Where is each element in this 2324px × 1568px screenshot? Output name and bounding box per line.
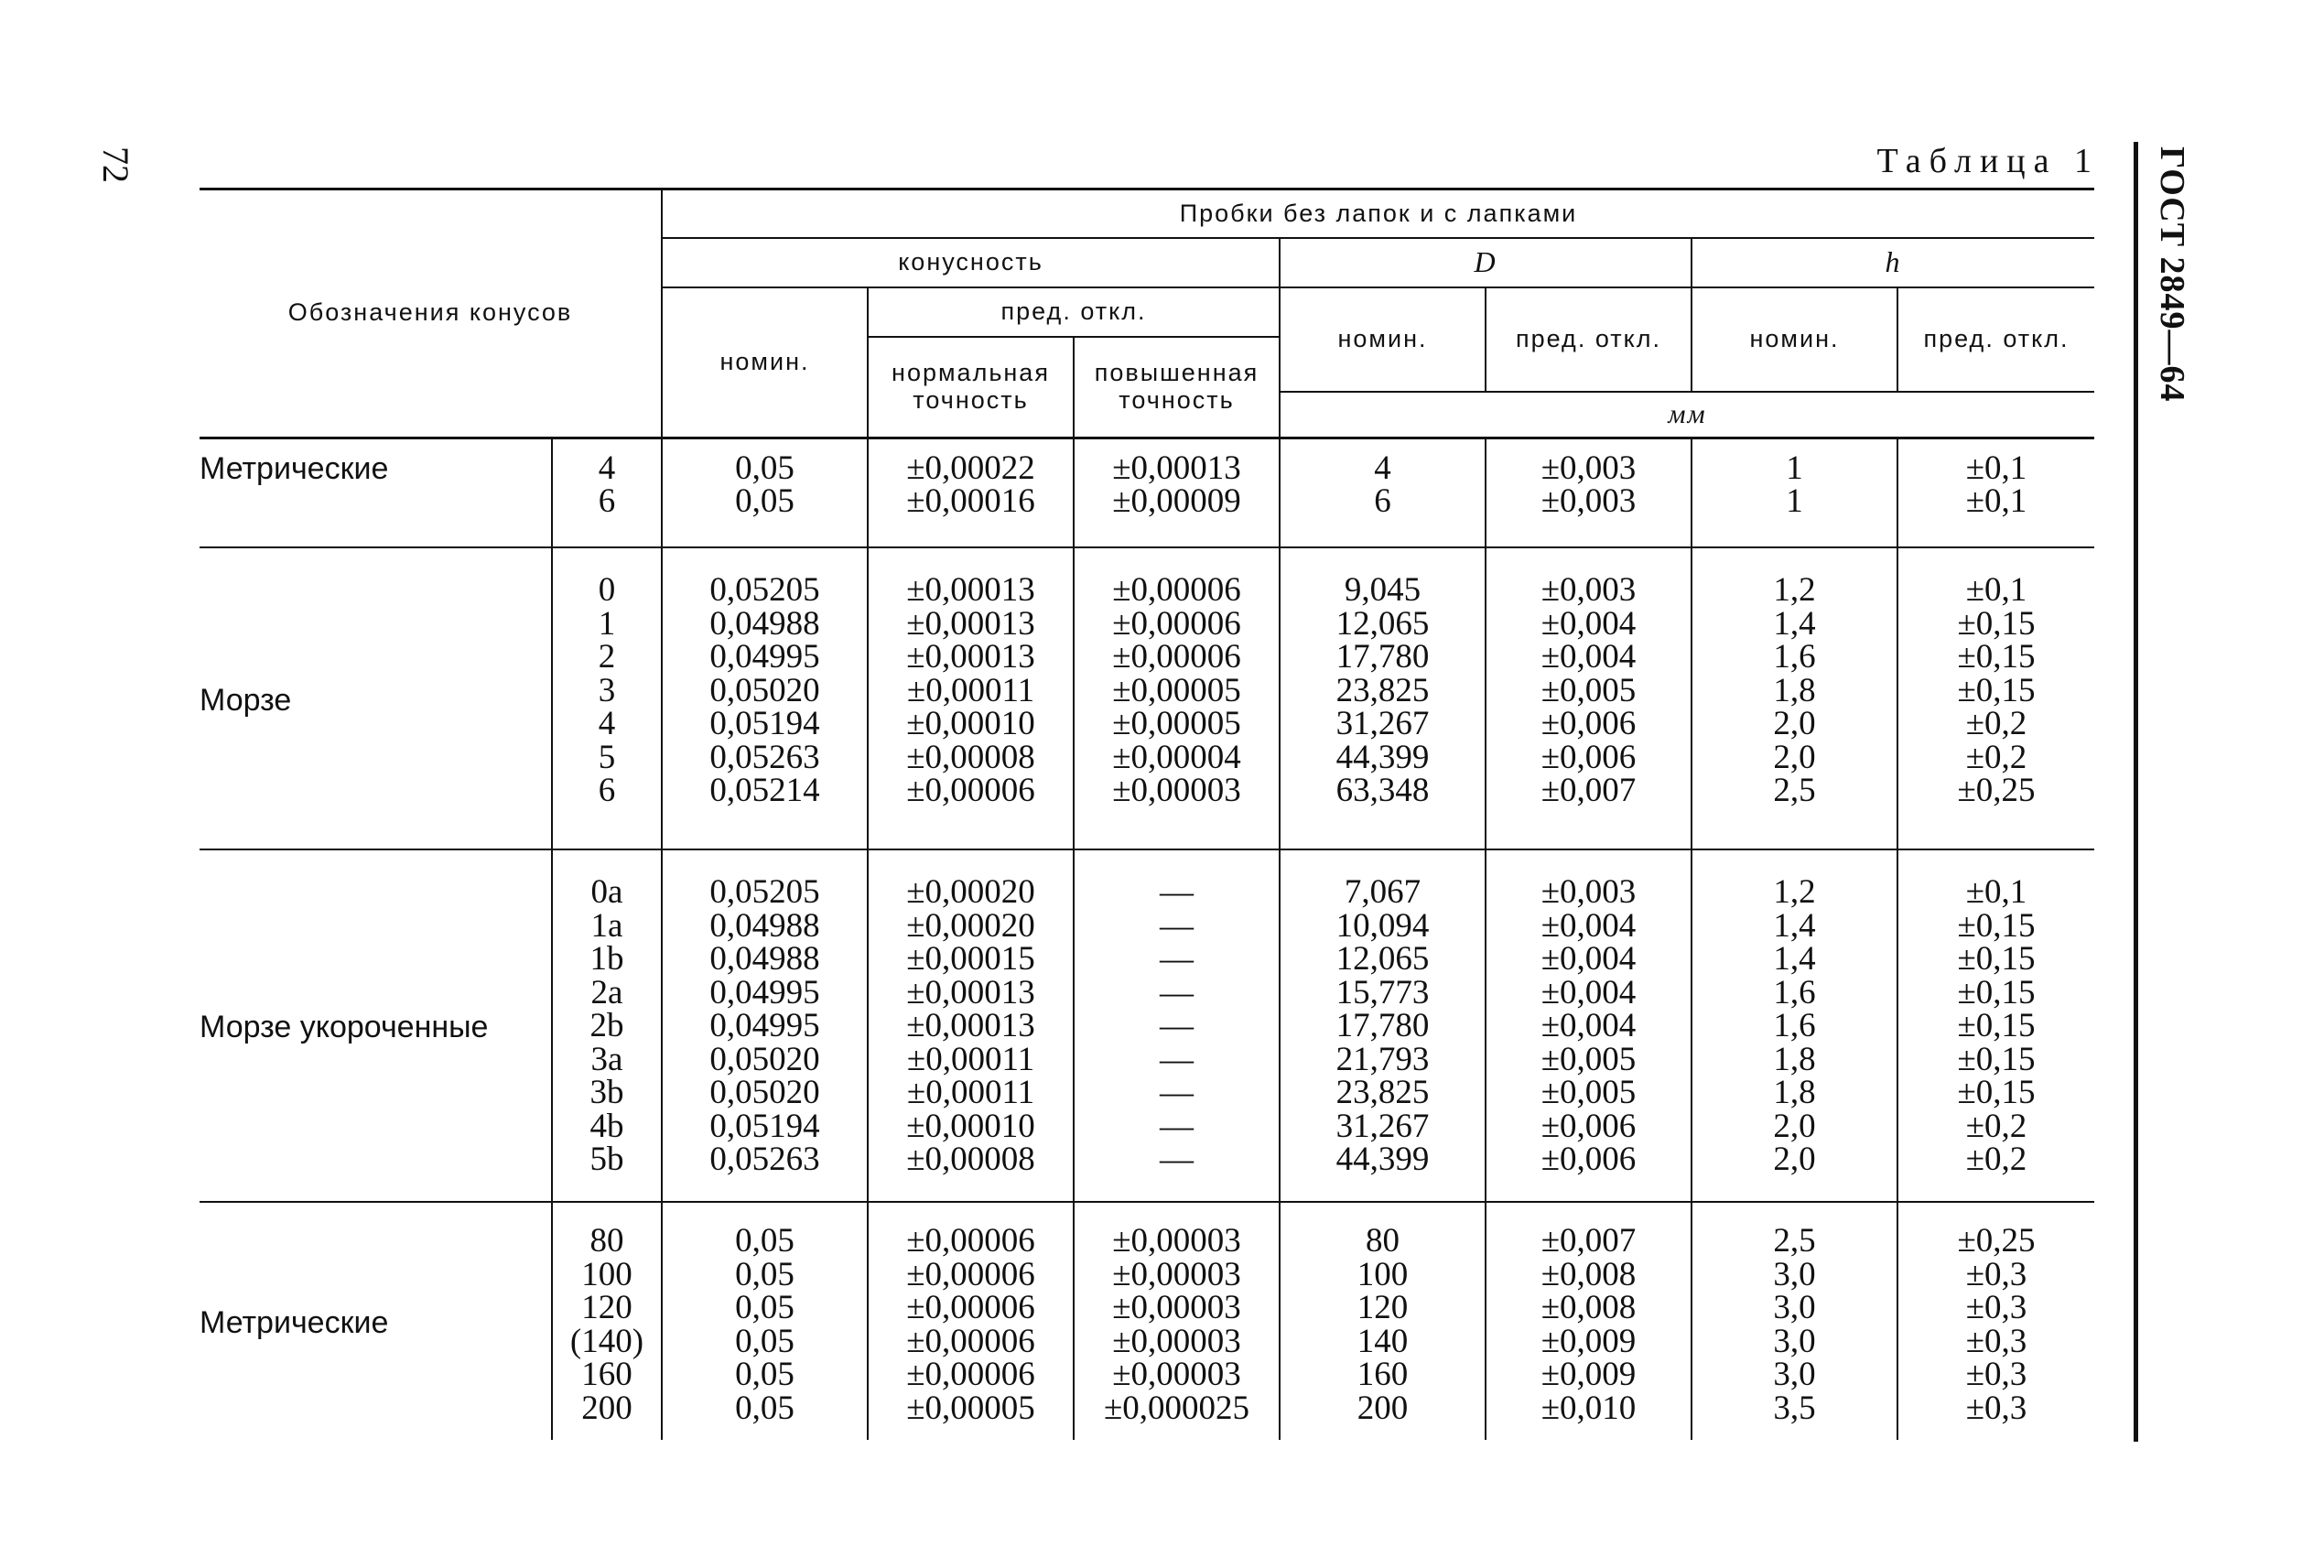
taper-nominal-cell-value: 0,05205 (709, 873, 820, 911)
tolerance-table (200, 190, 2094, 1440)
taper-normal-cell-value: ±0,00006 (906, 1356, 1035, 1393)
h-deviation-cell-value: ±0,15 (1957, 604, 2036, 643)
h-deviation-header: пред. откл. (1897, 287, 2094, 392)
d-nominal-cell-value: 7,067 (1344, 873, 1421, 911)
taper-nominal-cell-value: 0,05214 (709, 772, 820, 809)
table-group-row (200, 1202, 2094, 1440)
taper-nominal-cell-value: 0,05 (735, 1222, 794, 1260)
d-deviation-header: пред. откл. (1486, 287, 1692, 392)
taper-nominal-header: номин. (662, 287, 868, 438)
d-deviation-cell-value: ±0,003 (1540, 873, 1637, 911)
d-deviation-cell-value: ±0,003 (1540, 571, 1637, 609)
taper-normal-cell-value: ±0,00011 (906, 1040, 1035, 1078)
size-cell-value: 4 (598, 705, 616, 742)
taper-normal-cell-value: ±0,00022 (906, 449, 1035, 487)
taper-normal-cell-value: ±0,00008 (906, 1141, 1035, 1178)
group-name: Морзе укороченные (200, 849, 552, 1202)
h-nominal-cell-value: 1,6 (1773, 973, 1816, 1011)
size-cell-value: 5b (589, 1141, 624, 1178)
table-body (200, 438, 2094, 1440)
h-deviation-cell-value: ±0,2 (1965, 705, 2027, 742)
size-cell-value: 160 (581, 1356, 632, 1393)
d-nominal-cell-value: 12,065 (1335, 940, 1430, 978)
d-deviation-cell-value: ±0,006 (1540, 738, 1637, 776)
d-nominal-cell (1280, 438, 1486, 547)
taper-increased-cell (1074, 438, 1280, 547)
size-cell-value: 6 (598, 482, 616, 520)
d-deviation-cell-value: ±0,004 (1540, 973, 1637, 1011)
taper-increased-cell-value: ±0,000025 (1103, 1389, 1250, 1427)
taper-nominal-cell-value: 0,05194 (709, 705, 820, 742)
h-nominal-cell-value: 1,2 (1773, 873, 1816, 911)
h-deviation-cell-value: ±0,1 (1965, 873, 2027, 911)
h-deviation-cell-value: ±0,25 (1957, 1222, 2036, 1260)
d-nominal-cell-value: 80 (1366, 1222, 1400, 1260)
d-deviation-cell (1486, 547, 1692, 849)
d-nominal-cell-value: 44,399 (1335, 1141, 1430, 1178)
size-cell-value: 6 (598, 772, 616, 809)
taper-nominal-cell (662, 547, 868, 849)
taper-nominal-cell-value: 0,05020 (709, 1040, 820, 1078)
h-nominal-cell (1692, 1202, 1897, 1440)
taper-nominal-cell-value: 0,05020 (709, 1074, 820, 1111)
taper-nominal-cell-value: 0,04995 (709, 1007, 820, 1044)
d-nominal-cell-value: 63,348 (1335, 772, 1430, 809)
size-cell (552, 849, 662, 1202)
group-name: Метрические (200, 1202, 552, 1440)
table-header (200, 190, 2094, 438)
taper-deviation-header: пред. откл. (868, 287, 1280, 337)
size-cell-value: 5 (598, 738, 616, 776)
h-nominal-cell (1692, 849, 1897, 1202)
h-deviation-cell (1897, 547, 2094, 849)
table-group-row (200, 438, 2094, 547)
taper-normal-cell-value: ±0,00010 (906, 705, 1035, 742)
taper-normal-cell-value: ±0,00013 (906, 973, 1035, 1011)
taper-nominal-cell-value: 0,04995 (709, 973, 820, 1011)
taper-normal-cell-value: ±0,00011 (906, 1074, 1035, 1111)
margin-rule (2134, 142, 2138, 1442)
taper-increased-cell-value: — (1160, 940, 1194, 978)
h-nominal-cell-value: 2,5 (1773, 772, 1816, 809)
d-nominal-cell (1280, 849, 1486, 1202)
taper-increased-cell-value: ±0,00006 (1112, 638, 1241, 676)
d-deviation-cell (1486, 438, 1692, 547)
size-cell-value: 200 (581, 1389, 632, 1427)
h-deviation-cell-value: ±0,1 (1965, 571, 2027, 609)
d-deviation-cell-value: ±0,010 (1540, 1389, 1637, 1427)
h-deviation-cell-value: ±0,3 (1965, 1255, 2027, 1293)
d-nominal-header: номин. (1280, 287, 1486, 392)
taper-increased-cell-value: ±0,00003 (1112, 1222, 1241, 1260)
d-nominal-cell-value: 17,780 (1335, 1007, 1430, 1044)
taper-normal-cell-value: ±0,00008 (906, 738, 1035, 776)
size-cell-value: 4b (589, 1107, 624, 1145)
d-deviation-cell-value: ±0,004 (1540, 940, 1637, 978)
normal-accuracy-header: нормальная точность (868, 337, 1074, 438)
h-deviation-cell-value: ±0,15 (1957, 906, 2036, 945)
h-nominal-cell-value: 2,0 (1773, 1107, 1816, 1145)
d-nominal-cell (1280, 1202, 1486, 1440)
h-nominal-cell-value: 1,6 (1773, 638, 1816, 676)
h-nominal-cell-value: 1,4 (1773, 906, 1816, 945)
d-deviation-cell (1486, 1202, 1692, 1440)
taper-normal-cell-value: ±0,00006 (906, 772, 1035, 809)
d-deviation-cell-value: ±0,005 (1540, 1040, 1637, 1078)
h-header: h (1692, 238, 2094, 287)
d-deviation-cell-value: ±0,007 (1540, 1222, 1637, 1260)
taper-normal-cell-value: ±0,00006 (906, 1255, 1035, 1293)
taper-normal-cell-value: ±0,00015 (906, 940, 1035, 978)
d-deviation-cell-value: ±0,004 (1540, 638, 1637, 676)
taper-normal-cell (868, 438, 1074, 547)
taper-increased-cell-value: — (1160, 1107, 1194, 1145)
d-nominal-cell-value: 9,045 (1344, 571, 1421, 609)
d-deviation-cell-value: ±0,004 (1540, 604, 1637, 643)
h-deviation-cell-value: ±0,3 (1965, 1322, 2027, 1360)
h-nominal-cell-value: 1,6 (1773, 1007, 1816, 1044)
standard-label: ГОСТ 2849—64 (2153, 146, 2191, 403)
h-nominal-cell-value: 3,0 (1773, 1356, 1816, 1393)
h-nominal-cell-value: 3,0 (1773, 1289, 1816, 1326)
increased-accuracy-header: повышенная точность (1074, 337, 1280, 438)
d-nominal-cell-value: 31,267 (1335, 705, 1430, 742)
taper-normal-cell (868, 547, 1074, 849)
d-nominal-cell-value: 21,793 (1335, 1040, 1430, 1078)
d-nominal-cell-value: 10,094 (1335, 906, 1430, 945)
taper-nominal-cell-value: 0,05 (735, 1322, 794, 1360)
h-nominal-cell-value: 1,4 (1773, 940, 1816, 978)
size-cell-value: 120 (581, 1289, 632, 1326)
d-nominal-cell-value: 100 (1357, 1255, 1409, 1293)
taper-increased-cell-value: ±0,00003 (1112, 1322, 1241, 1360)
h-deviation-cell-value: ±0,3 (1965, 1289, 2027, 1326)
taper-nominal-cell-value: 0,05 (735, 1255, 794, 1293)
taper-increased-cell-value: — (1160, 1074, 1194, 1111)
size-cell-value: 4 (598, 449, 616, 487)
group-name: Метрические (200, 438, 552, 547)
d-deviation-cell-value: ±0,004 (1540, 906, 1637, 945)
taper-nominal-cell-value: 0,04988 (709, 906, 820, 945)
h-deviation-cell (1897, 438, 2094, 547)
h-deviation-cell-value: ±0,3 (1965, 1356, 2027, 1393)
taper-normal-cell-value: ±0,00013 (906, 1007, 1035, 1044)
size-cell-value: 0a (590, 873, 623, 911)
taper-nominal-cell-value: 0,05263 (709, 738, 820, 776)
d-deviation-cell (1486, 849, 1692, 1202)
d-deviation-cell-value: ±0,003 (1540, 482, 1637, 520)
d-header: D (1280, 238, 1692, 287)
taper-increased-cell (1074, 1202, 1280, 1440)
size-cell-value: 3a (590, 1040, 623, 1078)
d-deviation-cell-value: ±0,005 (1540, 671, 1637, 709)
taper-nominal-cell-value: 0,05020 (709, 671, 820, 709)
size-cell (552, 547, 662, 849)
h-nominal-cell-value: 3,5 (1773, 1389, 1816, 1427)
size-cell-value: 2a (590, 973, 623, 1011)
size-cell-value: (140) (569, 1322, 644, 1360)
taper-increased-cell-value: ±0,00005 (1112, 705, 1241, 742)
taper-normal-cell (868, 849, 1074, 1202)
unit-header: мм (1280, 392, 2094, 438)
h-deviation-cell-value: ±0,2 (1965, 1107, 2027, 1145)
h-nominal-cell-value: 1,4 (1773, 604, 1816, 643)
d-deviation-cell-value: ±0,009 (1540, 1322, 1637, 1360)
d-nominal-cell-value: 120 (1357, 1289, 1409, 1326)
taper-increased-cell-value: — (1160, 1007, 1194, 1044)
taper-normal-cell-value: ±0,00020 (906, 873, 1035, 911)
taper-increased-cell-value: ±0,00006 (1112, 604, 1241, 643)
taper-normal-cell (868, 1202, 1074, 1440)
taper-increased-cell-value: ±0,00003 (1112, 1289, 1241, 1326)
taper-normal-cell-value: ±0,00006 (906, 1322, 1035, 1360)
h-deviation-cell-value: ±0,1 (1965, 449, 2027, 487)
d-deviation-cell-value: ±0,006 (1540, 705, 1637, 742)
d-deviation-cell-value: ±0,007 (1540, 772, 1637, 809)
table-group-row (200, 849, 2094, 1202)
size-cell-value: 2 (598, 638, 616, 676)
size-cell-value: 3b (589, 1074, 624, 1111)
d-deviation-cell-value: ±0,008 (1540, 1255, 1637, 1293)
designation-header: Обозначения конусов (287, 298, 573, 327)
taper-normal-cell-value: ±0,00006 (906, 1222, 1035, 1260)
h-nominal-cell-value: 3,0 (1773, 1255, 1816, 1293)
d-nominal-cell-value: 17,780 (1335, 638, 1430, 676)
h-deviation-cell (1897, 1202, 2094, 1440)
taper-header: конусность (662, 238, 1280, 287)
taper-normal-cell-value: ±0,00013 (906, 604, 1035, 643)
taper-nominal-cell-value: 0,04995 (709, 638, 820, 676)
taper-normal-cell-value: ±0,00020 (906, 906, 1035, 945)
d-nominal-cell-value: 23,825 (1335, 1074, 1430, 1111)
h-deviation-cell-value: ±0,15 (1957, 638, 2036, 676)
d-nominal-cell-value: 15,773 (1335, 973, 1430, 1011)
h-deviation-cell-value: ±0,15 (1957, 1040, 2036, 1078)
d-nominal-cell-value: 6 (1374, 482, 1391, 520)
taper-nominal-cell (662, 849, 868, 1202)
taper-nominal-cell (662, 438, 868, 547)
taper-increased-cell-value: ±0,00013 (1112, 449, 1241, 487)
h-nominal-cell-value: 1,8 (1773, 1040, 1816, 1078)
h-deviation-cell-value: ±0,2 (1965, 738, 2027, 776)
h-deviation-cell-value: ±0,15 (1957, 973, 2036, 1011)
d-nominal-cell-value: 4 (1374, 449, 1391, 487)
taper-normal-cell-value: ±0,00011 (906, 671, 1035, 709)
h-deviation-cell-value: ±0,25 (1957, 772, 2036, 809)
d-deviation-cell-value: ±0,003 (1540, 449, 1637, 487)
d-deviation-cell-value: ±0,004 (1540, 1007, 1637, 1044)
size-cell-value: 100 (581, 1255, 632, 1293)
d-nominal-cell-value: 12,065 (1335, 604, 1430, 643)
taper-nominal-cell-value: 0,05 (735, 482, 794, 520)
taper-nominal-cell-value: 0,04988 (709, 940, 820, 978)
h-deviation-cell (1897, 849, 2094, 1202)
page-number: 72 (95, 146, 136, 183)
taper-nominal-cell-value: 0,05194 (709, 1107, 820, 1145)
h-nominal-cell-value: 2,0 (1773, 1141, 1816, 1178)
size-cell-value: 3 (598, 671, 616, 709)
taper-nominal-cell-value: 0,04988 (709, 604, 820, 643)
size-cell-value: 1 (598, 604, 616, 643)
d-deviation-cell-value: ±0,006 (1540, 1141, 1637, 1178)
taper-normal-cell-value: ±0,00016 (906, 482, 1035, 520)
size-cell-value: 1b (589, 940, 624, 978)
taper-increased-cell-value: ±0,00006 (1112, 571, 1241, 609)
taper-normal-cell-value: ±0,00013 (906, 571, 1035, 609)
taper-nominal-cell-value: 0,05 (735, 1289, 794, 1326)
h-deviation-cell-value: ±0,15 (1957, 1074, 2036, 1111)
size-cell (552, 1202, 662, 1440)
d-deviation-cell-value: ±0,005 (1540, 1074, 1637, 1111)
d-deviation-cell-value: ±0,009 (1540, 1356, 1637, 1393)
taper-nominal-cell-value: 0,05 (735, 1356, 794, 1393)
h-nominal-header: номин. (1692, 287, 1897, 392)
d-nominal-cell (1280, 547, 1486, 849)
h-deviation-cell-value: ±0,3 (1965, 1389, 2027, 1427)
taper-increased-cell-value: ±0,00005 (1112, 671, 1241, 709)
taper-normal-cell-value: ±0,00010 (906, 1107, 1035, 1145)
taper-normal-cell-value: ±0,00013 (906, 638, 1035, 676)
h-nominal-cell-value: 1 (1786, 449, 1803, 487)
h-nominal-cell-value: 1,2 (1773, 571, 1816, 609)
taper-increased-cell-value: — (1160, 1141, 1194, 1178)
h-deviation-cell-value: ±0,1 (1965, 482, 2027, 520)
d-nominal-cell-value: 44,399 (1335, 738, 1430, 776)
taper-nominal-cell-value: 0,05 (735, 1389, 794, 1427)
group-name: Морзе (200, 547, 552, 849)
h-nominal-cell-value: 2,5 (1773, 1222, 1816, 1260)
taper-normal-cell-value: ±0,00005 (906, 1389, 1035, 1427)
taper-increased-cell-value: — (1160, 906, 1194, 945)
h-nominal-cell-value: 1 (1786, 482, 1803, 520)
d-nominal-cell-value: 160 (1357, 1356, 1409, 1393)
taper-nominal-cell (662, 1202, 868, 1440)
h-nominal-cell (1692, 438, 1897, 547)
d-nominal-cell-value: 31,267 (1335, 1107, 1430, 1145)
h-nominal-cell-value: 3,0 (1773, 1322, 1816, 1360)
taper-nominal-cell-value: 0,05 (735, 449, 794, 487)
taper-increased-cell-value: ±0,00003 (1112, 772, 1241, 809)
taper-increased-cell-value: — (1160, 1040, 1194, 1078)
taper-increased-cell-value: ±0,00003 (1112, 1255, 1241, 1293)
taper-increased-cell (1074, 849, 1280, 1202)
h-nominal-cell-value: 1,8 (1773, 671, 1816, 709)
size-cell (552, 438, 662, 547)
table-title: Таблица 1 (1876, 142, 2100, 180)
table-group-row (200, 547, 2094, 849)
taper-normal-cell-value: ±0,00006 (906, 1289, 1035, 1326)
taper-increased-cell (1074, 547, 1280, 849)
taper-nominal-cell-value: 0,05263 (709, 1141, 820, 1178)
h-nominal-cell-value: 2,0 (1773, 705, 1816, 742)
taper-nominal-cell-value: 0,05205 (709, 571, 820, 609)
size-cell-value: 0 (598, 571, 616, 609)
h-deviation-cell-value: ±0,15 (1957, 1007, 2036, 1044)
h-nominal-cell-value: 1,8 (1773, 1074, 1816, 1111)
taper-increased-cell-value: ±0,00003 (1112, 1356, 1241, 1393)
taper-increased-cell-value: — (1160, 973, 1194, 1011)
size-cell-value: 2b (589, 1007, 624, 1044)
size-cell-value: 80 (589, 1222, 624, 1260)
d-nominal-cell-value: 200 (1357, 1389, 1409, 1427)
h-deviation-cell-value: ±0,2 (1965, 1141, 2027, 1178)
taper-increased-cell-value: — (1160, 873, 1194, 911)
h-deviation-cell-value: ±0,15 (1957, 671, 2036, 709)
d-nominal-cell-value: 140 (1357, 1322, 1409, 1360)
plug-gauges-header: Пробки без лапок и с лапками (662, 190, 2094, 238)
d-deviation-cell-value: ±0,006 (1540, 1107, 1637, 1145)
size-cell-value: 1a (590, 906, 623, 945)
taper-increased-cell-value: ±0,00004 (1112, 738, 1241, 776)
h-deviation-cell-value: ±0,15 (1957, 940, 2036, 978)
taper-increased-cell-value: ±0,00009 (1112, 482, 1241, 520)
h-nominal-cell (1692, 547, 1897, 849)
d-deviation-cell-value: ±0,008 (1540, 1289, 1637, 1326)
d-nominal-cell-value: 23,825 (1335, 671, 1430, 709)
h-nominal-cell-value: 2,0 (1773, 738, 1816, 776)
